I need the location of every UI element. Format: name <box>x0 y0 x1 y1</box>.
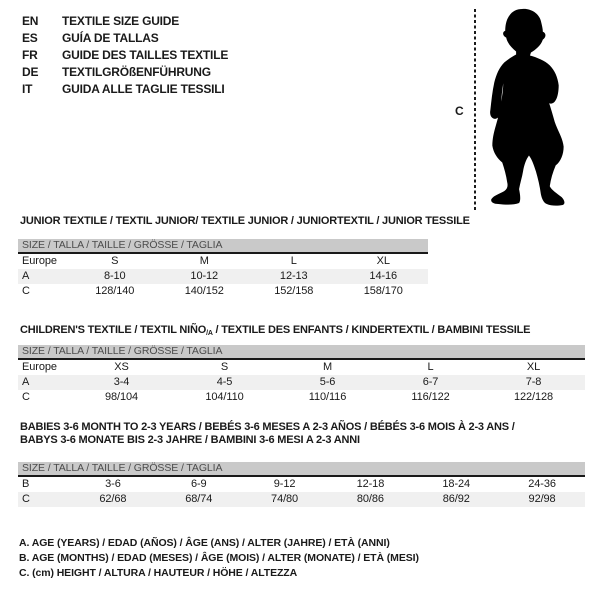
table-row <box>18 359 585 375</box>
title-subscript: /A <box>206 330 213 337</box>
size-cell: 7-8 <box>482 375 585 390</box>
size-cell: L <box>290 255 297 267</box>
language-name: GUIDA ALLE TAGLIE TESSILI <box>62 82 225 96</box>
size-cell: 18-24 <box>442 478 471 490</box>
size-cell: 74/80 <box>242 492 328 507</box>
size-header-bar <box>18 345 585 359</box>
language-name: GUIDE DES TAILLES TEXTILE <box>62 48 229 62</box>
size-cell: S <box>111 255 119 267</box>
size-header-label: SIZE / TALLA / TAILLE / GRÖSSE / TAGLIA <box>18 239 428 253</box>
size-cell: 10-12 <box>160 269 250 284</box>
language-code: DE <box>22 65 39 79</box>
size-cell: 12-18 <box>356 478 385 490</box>
size-cell: 122/128 <box>513 391 554 403</box>
size-cell: 140/152 <box>184 285 224 297</box>
row-label: C <box>18 492 70 507</box>
table-row <box>18 253 428 269</box>
size-cell: 24-36 <box>528 478 556 490</box>
size-cell: 6-9 <box>190 478 207 490</box>
babies-table-title <box>20 421 515 447</box>
row-label: Europe <box>22 255 57 267</box>
size-cell: XS <box>114 361 129 373</box>
children-size-table <box>18 345 585 405</box>
size-cell: 92/98 <box>499 492 585 507</box>
size-cell: L <box>427 361 434 373</box>
size-header-bar <box>18 239 428 253</box>
size-cell: 68/74 <box>156 492 242 507</box>
table-row <box>18 476 585 492</box>
row-label: B <box>22 478 30 490</box>
language-code: EN <box>22 14 39 28</box>
height-measure-label: C <box>455 104 464 118</box>
junior-table-title: JUNIOR TEXTILE / TEXTIL JUNIOR/ TEXTILE JUNIOR / JUNIORTEXTIL / JUNIOR TESSILE <box>20 215 470 227</box>
table-row <box>18 390 585 405</box>
language-name: TEXTILGRÖßENFÜHRUNG <box>62 65 211 79</box>
size-cell: 6-7 <box>379 375 482 390</box>
language-name: TEXTILE SIZE GUIDE <box>62 14 180 28</box>
size-cell: 98/104 <box>104 391 139 403</box>
size-cell: 116/122 <box>411 391 450 403</box>
size-cell: 4-5 <box>173 375 276 390</box>
language-name: GUÍA DE TALLAS <box>62 31 159 45</box>
row-label: A <box>18 375 70 390</box>
size-cell: 62/68 <box>70 492 156 507</box>
table-row <box>18 284 428 299</box>
table-row <box>18 269 428 284</box>
size-cell: XL <box>376 255 390 267</box>
row-label: A <box>18 269 70 284</box>
size-cell: 110/116 <box>308 391 347 403</box>
size-cell: 5-6 <box>276 375 379 390</box>
size-cell: M <box>199 255 209 267</box>
row-label: C <box>22 285 30 297</box>
size-cell: 9-12 <box>273 478 296 490</box>
size-cell: S <box>220 361 229 373</box>
language-row <box>22 30 228 47</box>
table-row <box>18 375 585 390</box>
baby-silhouette-icon <box>486 6 568 207</box>
babies-size-table <box>18 462 585 507</box>
size-cell: XL <box>526 361 541 373</box>
size-cell: 158/170 <box>363 285 403 297</box>
language-row <box>22 13 228 30</box>
footnotes <box>19 536 419 581</box>
language-list <box>22 13 228 98</box>
size-header-label: SIZE / TALLA / TAILLE / GRÖSSE / TAGLIA <box>18 462 585 476</box>
size-figure <box>450 5 580 211</box>
row-label: Europe <box>22 361 57 373</box>
size-cell: 3-4 <box>70 375 173 390</box>
size-cell: 3-6 <box>105 478 121 490</box>
footnote-a: A. AGE (YEARS) / EDAD (AÑOS) / ÂGE (ANS) / ALTER (JAHRE) / ETÀ (ANNI) <box>19 537 390 549</box>
table-row <box>18 492 585 507</box>
size-cell: 104/110 <box>205 391 244 403</box>
language-code: IT <box>22 82 33 96</box>
babies-title-line1: BABIES 3-6 MONTH TO 2-3 YEARS / BEBÉS 3-6 MESES A 2-3 AÑOS / BÉBÉS 3-6 MOIS À 2-3 ANS / <box>20 421 515 433</box>
row-label: C <box>22 391 30 403</box>
size-cell: 128/140 <box>95 285 135 297</box>
language-row <box>22 64 228 81</box>
language-row <box>22 47 228 64</box>
size-header-label: SIZE / TALLA / TAILLE / GRÖSSE / TAGLIA <box>18 345 585 359</box>
language-code: FR <box>22 48 38 62</box>
junior-size-table <box>18 239 428 299</box>
size-cell: M <box>322 361 333 373</box>
language-code: ES <box>22 31 38 45</box>
size-header-bar <box>18 462 585 476</box>
size-cell: 8-10 <box>70 269 160 284</box>
language-row <box>22 81 228 98</box>
children-table-title: CHILDREN'S TEXTILE / TEXTIL NIÑO/A / TEXTILE DES ENFANTS / KINDERTEXTIL / BAMBINI TESSILE <box>20 324 531 337</box>
footnote-c: C. (cm) HEIGHT / ALTURA / HAUTEUR / HÖHE / ALTEZZA <box>19 567 298 579</box>
size-cell: 86/92 <box>413 492 499 507</box>
size-cell: 80/86 <box>327 492 413 507</box>
babies-title-line2: BABYS 3-6 MONATE BIS 2-3 JAHRE / BAMBINI 3-6 MESI A 2-3 ANNI <box>20 434 360 446</box>
size-cell: 12-13 <box>249 269 339 284</box>
size-cell: 14-16 <box>339 269 429 284</box>
height-dotted-line <box>474 9 476 210</box>
size-cell: 152/158 <box>274 285 314 297</box>
footnote-b: B. AGE (MONTHS) / EDAD (MESES) / ÂGE (MOIS) / ALTER (MONATE) / ETÀ (MESI) <box>19 552 419 564</box>
